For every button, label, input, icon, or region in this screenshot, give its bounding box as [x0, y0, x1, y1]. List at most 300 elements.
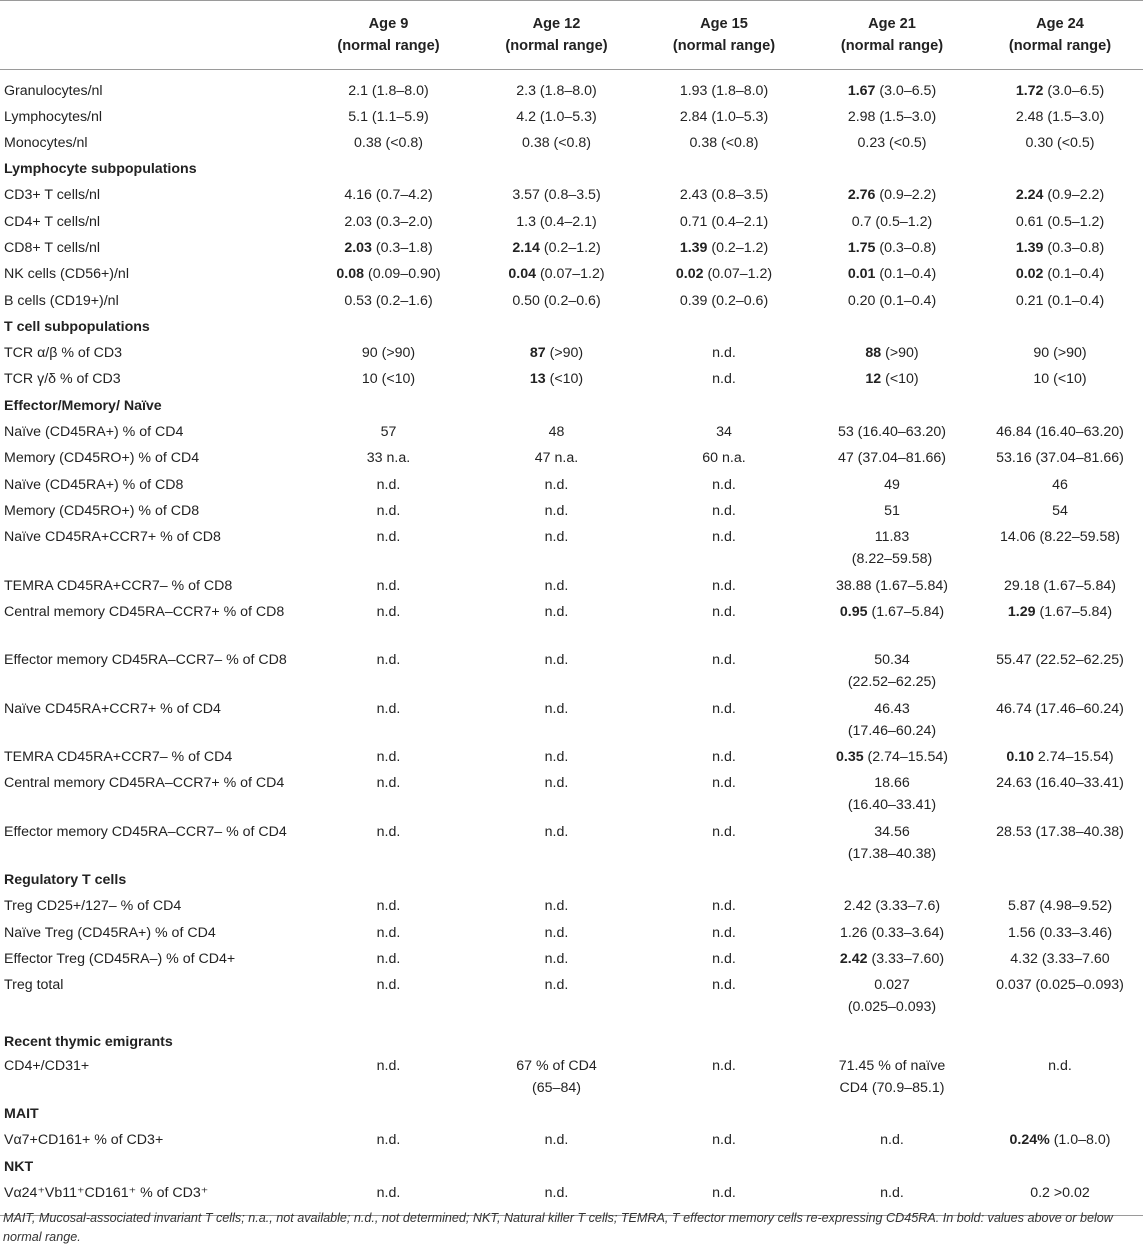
cell-text: 47 n.a.	[534, 450, 579, 467]
value-cell	[977, 526, 1143, 574]
value-cell	[641, 601, 807, 649]
cell-text: n.d.	[544, 603, 569, 620]
cell-text: n.d.	[712, 502, 736, 519]
header-age: Age 15	[700, 16, 748, 32]
value-cell	[641, 290, 807, 316]
header-normal-range: (normal range)	[337, 38, 440, 54]
cell-text: 1.93 (1.8–8.0)	[679, 83, 769, 99]
value-cell	[305, 211, 472, 237]
value-cell	[305, 698, 472, 746]
row-label: Treg CD25+/127– % of CD4	[4, 898, 182, 915]
cell-text: n.d.	[376, 775, 401, 792]
value-cell	[807, 601, 977, 649]
value-cell	[305, 649, 472, 697]
table-row	[0, 575, 1143, 601]
header-normal-range: (normal range)	[505, 38, 608, 54]
row-label: CD3+ T cells/nl	[4, 187, 101, 204]
cell-text: n.d.	[712, 345, 736, 362]
out-of-range-value: 1.39	[679, 239, 708, 256]
cell-text: 0.30 (<0.5)	[1025, 134, 1095, 151]
out-of-range-value: 88	[865, 345, 882, 362]
value-cell	[641, 526, 807, 574]
cell-text: 5.87 (4.98–9.52)	[1007, 898, 1113, 915]
value-cell	[641, 263, 807, 289]
value-cell	[807, 70, 977, 106]
value-cell	[977, 948, 1143, 974]
section-heading: MAIT	[4, 1106, 39, 1123]
cell-text: 47 (37.04–81.66)	[837, 450, 947, 467]
value-cell	[641, 575, 807, 601]
row-label: Vα24⁺Vb11⁺CD161⁺ % of CD3⁺	[0, 1182, 305, 1215]
value-cell	[472, 601, 641, 649]
cell-text: (0.2–1.2)	[539, 239, 601, 256]
table-row	[0, 500, 1143, 526]
value-cell	[472, 1129, 641, 1155]
cell-text: (>90)	[545, 345, 584, 362]
value-cell	[977, 974, 1143, 1022]
cell-text: n.d.	[544, 577, 569, 594]
value-cell	[305, 772, 472, 820]
value-cell	[807, 1129, 977, 1155]
value-cell	[472, 526, 641, 574]
out-of-range-value: 2.42	[839, 951, 868, 968]
value-cell	[977, 772, 1143, 820]
value-cell	[977, 649, 1143, 697]
cell-text: 10 (<10)	[1033, 371, 1087, 388]
header-age: Age 12	[532, 16, 581, 32]
out-of-range-value: 2.14	[512, 239, 540, 256]
cell-text: 51	[884, 502, 900, 519]
table-body	[0, 70, 1143, 1216]
value-cell	[305, 1129, 472, 1155]
out-of-range-value: 12	[865, 371, 882, 388]
cell-text: 1.56 (0.33–3.46)	[1007, 924, 1113, 941]
value-cell	[641, 106, 807, 132]
value-cell	[305, 70, 472, 106]
cell-text: 29.18 (1.67–5.84)	[1003, 577, 1116, 594]
cell-text: (0.09–0.90)	[364, 266, 441, 283]
cell-text: n.d.	[376, 977, 401, 994]
cell-text: 2.74–15.54)	[1033, 749, 1114, 766]
value-cell	[641, 1129, 807, 1155]
cell-text: n.d.	[376, 502, 401, 519]
out-of-range-value: 2.24	[1015, 187, 1044, 204]
value-cell	[977, 447, 1143, 473]
table-row	[0, 263, 1143, 289]
value-cell	[807, 1055, 977, 1103]
value-cell	[807, 474, 977, 500]
row-label: TCR α/β % of CD3	[4, 345, 123, 362]
value-cell	[977, 895, 1143, 921]
cell-text: n.d.	[712, 700, 736, 717]
cell-text: 53.16 (37.04–81.66)	[996, 450, 1124, 467]
out-of-range-value: 0.24%	[1009, 1132, 1050, 1149]
header-cell-age15	[641, 1, 807, 70]
cell-text: 0.50 (0.2–0.6)	[512, 292, 601, 309]
row-label: CD8+ T cells/nl	[4, 239, 101, 256]
value-cell	[977, 746, 1143, 772]
cell-text: (0.9–2.2)	[1043, 187, 1105, 204]
value-cell	[641, 922, 807, 948]
header-cell-age24	[977, 1, 1143, 70]
header-age: Age 21	[868, 16, 916, 32]
cell-text: n.d.	[1048, 1057, 1072, 1074]
value-cell	[977, 1129, 1143, 1155]
value-cell	[472, 290, 641, 316]
value-cell	[807, 746, 977, 772]
table-row	[0, 698, 1143, 746]
row-label: CD4+/CD31+	[4, 1057, 90, 1074]
value-cell	[641, 698, 807, 746]
cell-text: n.d.	[376, 603, 401, 620]
out-of-range-value: 2.03	[344, 239, 372, 256]
cell-text: 0.38 (<0.8)	[353, 134, 423, 151]
cell-text: n.d.	[712, 652, 736, 669]
cell-text: n.d.	[376, 823, 401, 840]
value-cell	[472, 237, 641, 263]
value-cell	[472, 895, 641, 921]
table-row	[0, 368, 1143, 394]
cell-text: 0.21 (0.1–0.4)	[1015, 292, 1105, 309]
cell-text: n.d.	[712, 775, 736, 792]
value-cell	[305, 821, 472, 869]
value-cell	[472, 106, 641, 132]
value-cell	[305, 575, 472, 601]
cell-text: 57	[380, 424, 397, 441]
cell-text: 0.38 (<0.8)	[689, 134, 759, 151]
value-cell	[807, 263, 977, 289]
cell-text: 1.3 (0.4–2.1)	[516, 213, 597, 230]
row-label: CD4+ T cells/nl	[4, 213, 101, 230]
cell-text: (2.74–15.54)	[863, 749, 949, 766]
value-cell	[305, 290, 472, 316]
cell-text: n.d.	[712, 1132, 736, 1149]
value-cell	[807, 948, 977, 974]
value-cell	[305, 1055, 472, 1103]
value-cell	[472, 70, 641, 106]
value-cell	[977, 821, 1143, 869]
cell-text: n.d.	[880, 1132, 904, 1149]
row-label: Treg total	[4, 977, 64, 994]
table-row	[0, 132, 1143, 158]
value-cell	[807, 368, 977, 394]
cell-text: n.d.	[712, 951, 736, 968]
row-label: TEMRA CD45RA+CCR7– % of CD8	[4, 577, 233, 594]
value-cell	[472, 746, 641, 772]
out-of-range-value: 1.75	[847, 239, 876, 256]
section-heading: Regulatory T cells	[4, 872, 127, 889]
cell-text: (<10)	[545, 371, 584, 388]
value-cell	[977, 106, 1143, 132]
cell-text: (0.07–1.2)	[703, 266, 773, 283]
cell-text: n.d.	[544, 749, 569, 766]
cell-text: 18.66 (16.40–33.41)	[847, 775, 937, 814]
value-cell	[305, 500, 472, 526]
cell-text: n.d.	[376, 951, 401, 968]
value-cell	[305, 746, 472, 772]
cell-text: n.d.	[544, 924, 569, 941]
value-cell	[472, 474, 641, 500]
cell-text: (3.0–6.5)	[1043, 83, 1105, 99]
out-of-range-value: 0.02	[675, 266, 704, 283]
section-row	[0, 1023, 1143, 1055]
row-label: Naïve (CD45RA+) % of CD4	[4, 424, 184, 441]
cell-text: n.d.	[544, 977, 569, 994]
cell-text: (1.67–5.84)	[1035, 603, 1113, 620]
table-row	[0, 184, 1143, 210]
table-row	[0, 211, 1143, 237]
table-row	[0, 974, 1143, 1022]
value-cell	[641, 772, 807, 820]
cell-text: n.d.	[376, 476, 401, 493]
row-label: Effector Treg (CD45RA–) % of CD4+	[4, 951, 236, 968]
value-cell	[977, 601, 1143, 649]
value-cell	[641, 132, 807, 158]
value-cell	[977, 70, 1143, 106]
value-cell	[807, 447, 977, 473]
cell-text: 67 % of CD4 (65–84)	[516, 1057, 597, 1096]
value-cell	[305, 474, 472, 500]
value-cell	[807, 974, 977, 1022]
table-row	[0, 649, 1143, 697]
value-cell	[807, 342, 977, 368]
header-row	[0, 1, 1143, 70]
header-normal-range: (normal range)	[672, 38, 776, 54]
value-cell	[472, 263, 641, 289]
table-row	[0, 342, 1143, 368]
cell-text: 34	[716, 424, 732, 441]
value-cell	[472, 184, 641, 210]
cell-text: 46.84 (16.40–63.20)	[996, 424, 1124, 441]
table-row	[0, 772, 1143, 820]
header-cell-age12	[472, 1, 641, 70]
value-cell	[305, 132, 472, 158]
cell-text: n.d.	[544, 476, 569, 493]
value-cell	[472, 132, 641, 158]
row-label: Naïve Treg (CD45RA+) % of CD4	[4, 924, 216, 941]
cell-text: n.d.	[712, 977, 736, 994]
table-row	[0, 70, 1143, 106]
value-cell	[641, 70, 807, 106]
value-cell	[641, 342, 807, 368]
cell-text: n.d.	[376, 1185, 401, 1202]
cell-text: 1.26 (0.33–3.64)	[839, 924, 945, 941]
cell-text: n.d.	[712, 1185, 736, 1202]
table-row	[0, 1055, 1143, 1103]
cell-text: (0.2–1.2)	[707, 239, 769, 256]
section-row	[0, 395, 1143, 421]
cell-text: n.d.	[544, 502, 569, 519]
row-label: Effector memory CD45RA–CCR7– % of CD8	[4, 652, 287, 669]
row-label: Monocytes/nl	[4, 134, 88, 151]
value-cell	[977, 421, 1143, 447]
out-of-range-value: 0.01	[847, 266, 876, 283]
cell-text: n.d.	[376, 652, 401, 669]
section-row	[0, 1156, 1143, 1182]
cell-text: n.d.	[712, 577, 736, 594]
value-cell	[977, 368, 1143, 394]
header-normal-range: (normal range)	[1008, 38, 1112, 54]
value-cell	[977, 132, 1143, 158]
value-cell	[305, 263, 472, 289]
section-heading: T cell subpopulations	[4, 318, 150, 335]
cell-text: 24.63 (16.40–33.41)	[996, 775, 1124, 792]
cell-text: 5.1 (1.1–5.9)	[348, 108, 429, 125]
value-cell	[472, 772, 641, 820]
out-of-range-value: 1.67	[847, 83, 876, 99]
cell-text: 0.71 (0.4–2.1)	[679, 213, 769, 230]
cell-text: n.d.	[712, 823, 736, 840]
value-cell	[977, 698, 1143, 746]
out-of-range-value: 0.10	[1006, 749, 1034, 766]
header-age: Age 9	[368, 16, 409, 32]
cell-text: 2.98 (1.5–3.0)	[847, 108, 937, 125]
cell-text: (1.67–5.84)	[867, 603, 945, 620]
cell-text: n.d.	[712, 529, 736, 546]
value-cell	[977, 474, 1143, 500]
cell-text: (0.3–0.8)	[875, 239, 937, 256]
cell-text: (<10)	[881, 371, 919, 388]
cell-text: 28.53 (17.38–40.38)	[996, 823, 1124, 840]
row-label: Naïve (CD45RA+) % of CD8	[4, 476, 184, 493]
header-age: Age 24	[1036, 16, 1084, 32]
cell-text: n.d.	[544, 529, 569, 546]
cell-text: 49	[884, 476, 900, 493]
section-row	[0, 1103, 1143, 1129]
row-label: Naïve CD45RA+CCR7+ % of CD8	[4, 529, 221, 546]
value-cell	[977, 575, 1143, 601]
table-row	[0, 526, 1143, 574]
value-cell	[807, 821, 977, 869]
value-cell	[641, 368, 807, 394]
cell-text: n.d.	[544, 775, 569, 792]
row-label: Memory (CD45RO+) % of CD4	[4, 450, 200, 467]
header-cell-label	[0, 1, 305, 70]
cell-text: 46.43 (17.46–60.24)	[847, 700, 937, 739]
row-label: Central memory CD45RA–CCR7+ % of CD8	[4, 603, 285, 620]
cell-text: 0.53 (0.2–1.6)	[344, 292, 433, 309]
cell-text: 10 (<10)	[361, 371, 416, 388]
value-cell	[977, 290, 1143, 316]
value-cell	[472, 421, 641, 447]
cell-text: 71.45 % of naïve CD4 (70.9–85.1)	[838, 1057, 946, 1096]
cell-text: 50.34 (22.52–62.25)	[847, 652, 937, 691]
value-cell	[472, 447, 641, 473]
cell-text: n.d.	[544, 823, 569, 840]
cell-text: 2.3 (1.8–8.0)	[516, 83, 597, 99]
value-cell	[807, 575, 977, 601]
cell-text: 0.027 (0.025–0.093)	[847, 977, 937, 1016]
cell-text: n.d.	[544, 700, 569, 717]
value-cell	[641, 184, 807, 210]
value-cell	[472, 368, 641, 394]
cell-text: (0.1–0.4)	[875, 266, 937, 283]
value-cell	[472, 974, 641, 1022]
cell-text: (0.9–2.2)	[875, 187, 937, 204]
value-cell	[641, 474, 807, 500]
cell-text: 38.88 (1.67–5.84)	[835, 577, 948, 594]
row-label: TEMRA CD45RA+CCR7– % of CD4	[4, 749, 233, 766]
cell-text: n.d.	[376, 1057, 401, 1074]
value-cell	[807, 526, 977, 574]
cell-text: 0.7 (0.5–1.2)	[851, 213, 933, 230]
out-of-range-value: 87	[529, 345, 546, 362]
value-cell	[641, 211, 807, 237]
cell-text: n.d.	[376, 577, 401, 594]
table-row	[0, 601, 1143, 649]
cell-text: 34.56 (17.38–40.38)	[847, 823, 937, 862]
cell-text: 46.74 (17.46–60.24)	[996, 700, 1124, 717]
value-cell	[472, 575, 641, 601]
cell-text: n.d.	[376, 1132, 401, 1149]
cell-text: (1.0–8.0)	[1049, 1132, 1111, 1149]
value-cell	[641, 746, 807, 772]
value-cell	[305, 368, 472, 394]
header-cell-age21	[807, 1, 977, 70]
section-row	[0, 316, 1143, 342]
section-heading: Recent thymic emigrants	[4, 1033, 173, 1050]
row-label: Granulocytes/nl	[4, 83, 103, 99]
row-label: NK cells (CD56+)/nl	[4, 266, 129, 283]
value-cell	[472, 948, 641, 974]
cell-text: n.d.	[712, 603, 736, 620]
header-normal-range: (normal range)	[840, 38, 944, 54]
out-of-range-value: 0.04	[508, 266, 536, 283]
value-cell	[472, 649, 641, 697]
value-cell	[305, 974, 472, 1022]
value-cell	[305, 447, 472, 473]
cell-text: 2.84 (1.0–5.3)	[679, 108, 769, 125]
cell-text: n.d.	[376, 700, 401, 717]
cell-text: 14.06 (8.22–59.58)	[1000, 529, 1120, 546]
cell-text: 0.61 (0.5–1.2)	[1015, 213, 1105, 230]
value-cell	[807, 772, 977, 820]
cell-text: (0.07–1.2)	[536, 266, 605, 283]
value-cell	[807, 698, 977, 746]
value-cell	[977, 1055, 1143, 1103]
value-cell	[472, 821, 641, 869]
value-cell	[472, 342, 641, 368]
cell-text: n.d.	[544, 652, 569, 669]
section-row	[0, 869, 1143, 895]
cell-text: 2.1 (1.8–8.0)	[348, 83, 429, 99]
cell-text: 33 n.a.	[366, 450, 411, 467]
cell-text: n.d.	[712, 898, 736, 915]
value-cell	[305, 922, 472, 948]
value-cell	[641, 500, 807, 526]
cell-text: 53 (16.40–63.20)	[837, 424, 947, 441]
cell-text: 11.83 (8.22–59.58)	[851, 529, 933, 568]
value-cell	[472, 922, 641, 948]
row-label: Vα7+CD161+ % of CD3+	[4, 1132, 164, 1149]
out-of-range-value: 13	[529, 371, 546, 388]
out-of-range-value: 0.35	[835, 749, 864, 766]
cell-text: (0.1–0.4)	[1043, 266, 1105, 283]
value-cell	[641, 1055, 807, 1103]
value-cell	[977, 211, 1143, 237]
table-row	[0, 922, 1143, 948]
out-of-range-value: 0.02	[1015, 266, 1044, 283]
value-cell	[305, 342, 472, 368]
section-row	[0, 158, 1143, 184]
value-cell	[305, 948, 472, 974]
value-cell	[977, 500, 1143, 526]
value-cell	[807, 132, 977, 158]
out-of-range-value: 1.29	[1007, 603, 1036, 620]
value-cell	[305, 184, 472, 210]
value-cell	[977, 237, 1143, 263]
cell-text: n.d.	[544, 1185, 569, 1202]
